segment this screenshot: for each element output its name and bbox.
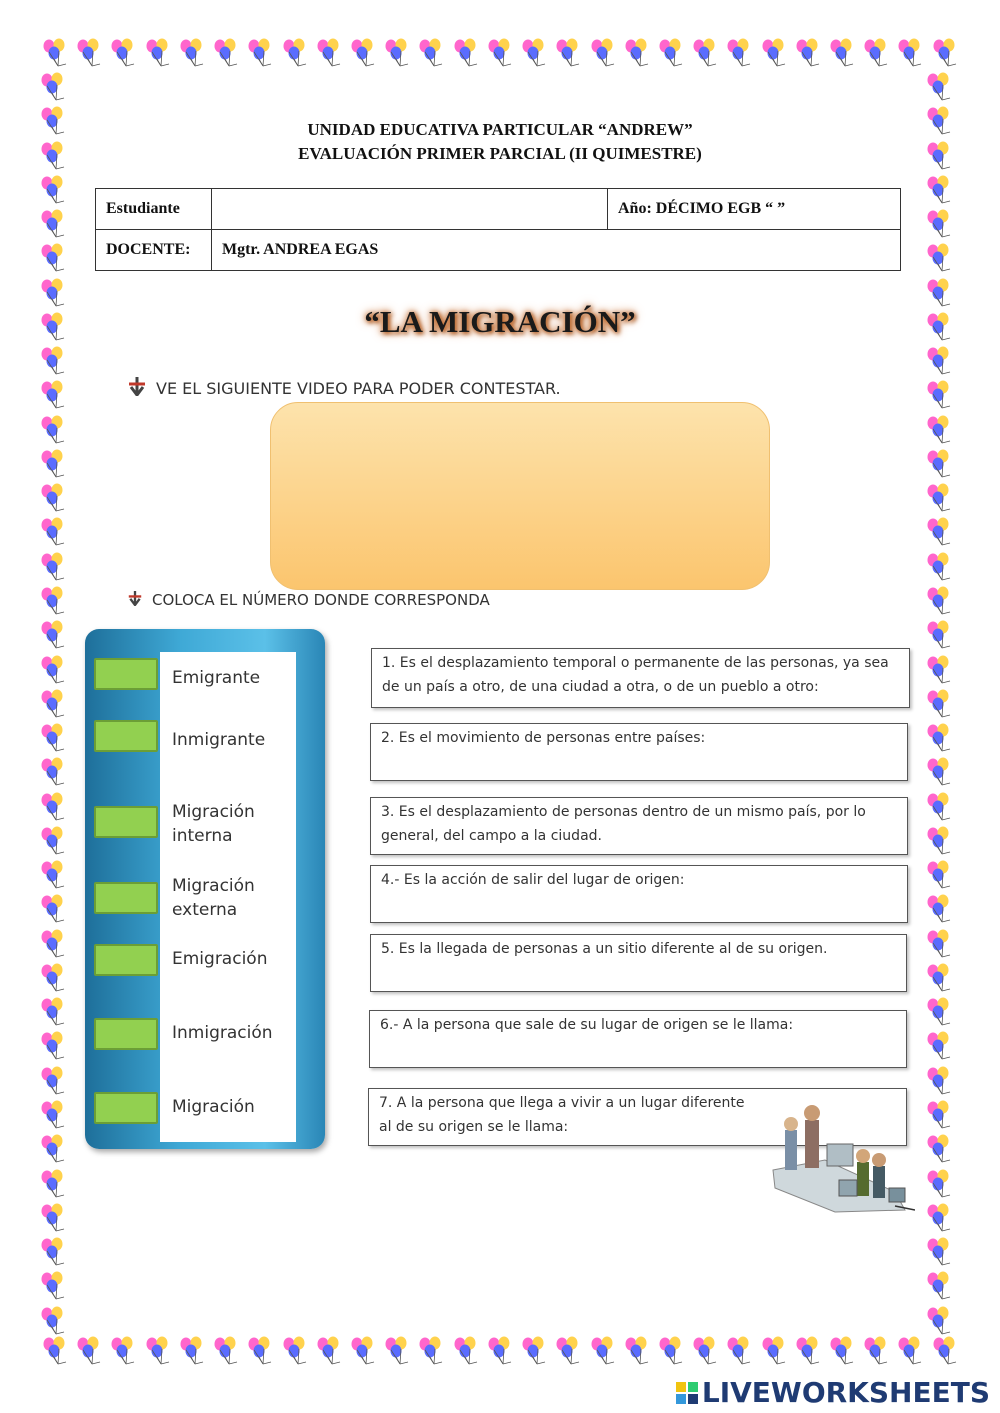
term-inmigrante: Inmigrante (172, 730, 266, 750)
balloon-icon (382, 1336, 412, 1366)
term-migracion-externa: Migración externa (172, 876, 255, 920)
balloon-icon (930, 38, 960, 68)
definition-2: 2. Es el movimiento de personas entre países: (370, 723, 908, 781)
balloon-icon (827, 38, 857, 68)
balloon-icon (924, 620, 954, 650)
definition-7: 7. A la persona que llega a vivir a un lugar diferente al de su origen se le llama: (368, 1088, 907, 1146)
student-name-field[interactable] (212, 189, 608, 230)
balloon-icon (656, 38, 686, 68)
balloon-icon (416, 38, 446, 68)
balloon-icon (759, 38, 789, 68)
balloon-icon (588, 1336, 618, 1366)
balloon-icon (861, 38, 891, 68)
balloon-icon (895, 1336, 925, 1366)
teacher-name: Mgtr. ANDREA EGAS (212, 230, 901, 271)
school-name: UNIDAD EDUCATIVA PARTICULAR “ANDREW” (307, 120, 693, 139)
balloon-icon (924, 963, 954, 993)
balloon-icon (451, 1336, 481, 1366)
balloon-icon (280, 1336, 310, 1366)
video-placeholder[interactable] (270, 402, 770, 590)
balloon-icon (38, 1100, 68, 1130)
balloon-icon (38, 963, 68, 993)
balloon-icon (38, 552, 68, 582)
balloon-icon (177, 1336, 207, 1366)
definition-1: 1. Es el desplazamiento temporal o permanente de las personas, ya sea de un país a otro, de una ciudad a otra, o de un pueblo a otro: (371, 648, 910, 708)
balloon-icon (38, 655, 68, 685)
balloon-icon (827, 1336, 857, 1366)
balloon-icon (930, 1336, 960, 1366)
balloon-icon (924, 1066, 954, 1096)
balloon-icon (38, 586, 68, 616)
balloon-icon (451, 38, 481, 68)
exam-title: EVALUACIÓN PRIMER PARCIAL (II QUIMESTRE) (298, 144, 702, 163)
balloon-icon (924, 1306, 954, 1336)
balloon-icon (38, 1066, 68, 1096)
balloon-icon (38, 1203, 68, 1233)
balloon-icon (74, 1336, 104, 1366)
balloon-icon (416, 1336, 446, 1366)
balloon-icon (348, 38, 378, 68)
student-info-table (95, 188, 901, 271)
balloon-icon (38, 209, 68, 239)
balloon-icon (924, 175, 954, 205)
balloon-icon (924, 449, 954, 479)
balloon-icon (924, 243, 954, 273)
balloon-icon (280, 38, 310, 68)
balloon-icon (924, 655, 954, 685)
balloon-icon (690, 38, 720, 68)
balloon-icon (924, 552, 954, 582)
balloon-icon (924, 415, 954, 445)
balloon-icon (924, 689, 954, 719)
definition-4: 4.- Es la acción de salir del lugar de origen: (370, 865, 908, 923)
balloon-icon (74, 38, 104, 68)
liveworksheets-brand: LIVEWORKSHEETS (701, 1376, 990, 1409)
balloon-icon (143, 38, 173, 68)
balloon-icon (895, 38, 925, 68)
balloon-icon (485, 1336, 515, 1366)
balloon-icon (924, 1169, 954, 1199)
balloon-icon (108, 38, 138, 68)
balloon-icon (924, 1031, 954, 1061)
balloon-icon (40, 38, 70, 68)
balloon-icon (38, 1237, 68, 1267)
balloon-icon (924, 209, 954, 239)
balloon-icon (924, 1203, 954, 1233)
balloon-icon (38, 517, 68, 547)
balloon-icon (211, 38, 241, 68)
balloon-icon (143, 1336, 173, 1366)
balloon-icon (38, 860, 68, 890)
liveworksheets-logo-icon (676, 1382, 698, 1404)
term-emigracion: Emigración (172, 949, 268, 969)
balloon-icon (924, 1100, 954, 1130)
balloon-icon (314, 38, 344, 68)
balloon-icon (38, 1271, 68, 1301)
balloon-icon (245, 1336, 275, 1366)
match-instruction-text: COLOCA EL NÚMERO DONDE CORRESPONDA (152, 591, 490, 609)
balloon-icon (177, 38, 207, 68)
video-instruction (128, 376, 561, 400)
balloon-icon (924, 1134, 954, 1164)
answer-box-emigracion[interactable] (94, 944, 158, 976)
balloon-icon (553, 1336, 583, 1366)
balloon-icon (924, 586, 954, 616)
answer-box-inmigracion[interactable] (94, 1018, 158, 1050)
bullet-arrow-icon (128, 590, 142, 610)
worksheet-title: “LA MIGRACIÓN” (364, 304, 636, 339)
balloon-icon (924, 1271, 954, 1301)
balloon-icon (38, 1031, 68, 1061)
video-instruction-text: VE EL SIGUIENTE VIDEO PARA PODER CONTESTAR. (156, 378, 561, 398)
answer-box-migracion-interna[interactable] (94, 806, 158, 838)
balloon-icon (38, 243, 68, 273)
balloon-icon (924, 826, 954, 856)
balloon-icon (38, 1169, 68, 1199)
balloon-icon (690, 1336, 720, 1366)
balloon-icon (38, 894, 68, 924)
term-migracion-interna: Migración interna (172, 802, 255, 846)
balloon-icon (38, 346, 68, 376)
balloon-icon (245, 38, 275, 68)
balloon-icon (382, 38, 412, 68)
balloon-icon (924, 792, 954, 822)
balloon-icon (38, 757, 68, 787)
balloon-icon (759, 1336, 789, 1366)
balloon-icon (724, 38, 754, 68)
balloon-icon (924, 757, 954, 787)
balloon-icon (38, 483, 68, 513)
answer-box-emigrante[interactable] (94, 658, 158, 690)
balloon-icon (924, 380, 954, 410)
term-inmigracion: Inmigración (172, 1023, 273, 1043)
balloon-icon (924, 1237, 954, 1267)
teacher-label: DOCENTE: (96, 230, 212, 271)
term-emigrante: Emigrante (172, 668, 261, 688)
balloon-icon (108, 1336, 138, 1366)
balloon-icon (38, 620, 68, 650)
balloon-icon (924, 929, 954, 959)
answer-box-migracion-externa[interactable] (94, 882, 158, 914)
definition-3: 3. Es el desplazamiento de personas dentro de un mismo país, por lo general, del campo a la ciudad. (370, 797, 908, 855)
balloon-icon (622, 1336, 652, 1366)
balloon-icon (924, 894, 954, 924)
balloon-icon (924, 997, 954, 1027)
balloon-icon (40, 1336, 70, 1366)
balloon-icon (924, 72, 954, 102)
term-migracion: Migración (172, 1097, 255, 1117)
balloon-icon (519, 38, 549, 68)
balloon-icon (38, 997, 68, 1027)
balloon-border-left (38, 72, 72, 1336)
liveworksheets-logo (676, 1376, 990, 1409)
balloon-border-bottom (40, 1336, 960, 1370)
balloon-icon (924, 346, 954, 376)
balloon-icon (38, 723, 68, 753)
balloon-icon (924, 517, 954, 547)
balloon-icon (519, 1336, 549, 1366)
balloon-icon (211, 1336, 241, 1366)
migrants-illustration-icon (765, 1100, 915, 1218)
balloon-border-top (40, 38, 960, 72)
balloon-icon (38, 792, 68, 822)
balloon-icon (485, 38, 515, 68)
answer-box-migracion[interactable] (94, 1092, 158, 1124)
balloon-border-right (924, 72, 958, 1336)
balloon-icon (924, 483, 954, 513)
balloon-icon (861, 1336, 891, 1366)
balloon-icon (38, 929, 68, 959)
match-instruction (128, 590, 490, 610)
year-label: Año: DÉCIMO EGB “ ” (608, 189, 901, 230)
balloon-icon (924, 860, 954, 890)
balloon-icon (38, 826, 68, 856)
balloon-icon (348, 1336, 378, 1366)
answer-box-inmigrante[interactable] (94, 720, 158, 752)
balloon-icon (38, 72, 68, 102)
balloon-icon (38, 415, 68, 445)
balloon-icon (38, 1306, 68, 1336)
definition-6: 6.- A la persona que sale de su lugar de origen se le llama: (369, 1010, 907, 1068)
balloon-icon (656, 1336, 686, 1366)
balloon-icon (724, 1336, 754, 1366)
balloon-icon (924, 723, 954, 753)
balloon-icon (793, 1336, 823, 1366)
balloon-icon (588, 38, 618, 68)
balloon-icon (38, 1134, 68, 1164)
balloon-icon (38, 449, 68, 479)
definition-5: 5. Es la llegada de personas a un sitio diferente al de su origen. (370, 934, 907, 992)
balloon-icon (793, 38, 823, 68)
balloon-icon (314, 1336, 344, 1366)
balloon-icon (38, 175, 68, 205)
balloon-icon (38, 689, 68, 719)
balloon-icon (553, 38, 583, 68)
student-label: Estudiante (96, 189, 212, 230)
balloon-icon (622, 38, 652, 68)
bullet-arrow-icon (128, 376, 146, 400)
balloon-icon (38, 380, 68, 410)
